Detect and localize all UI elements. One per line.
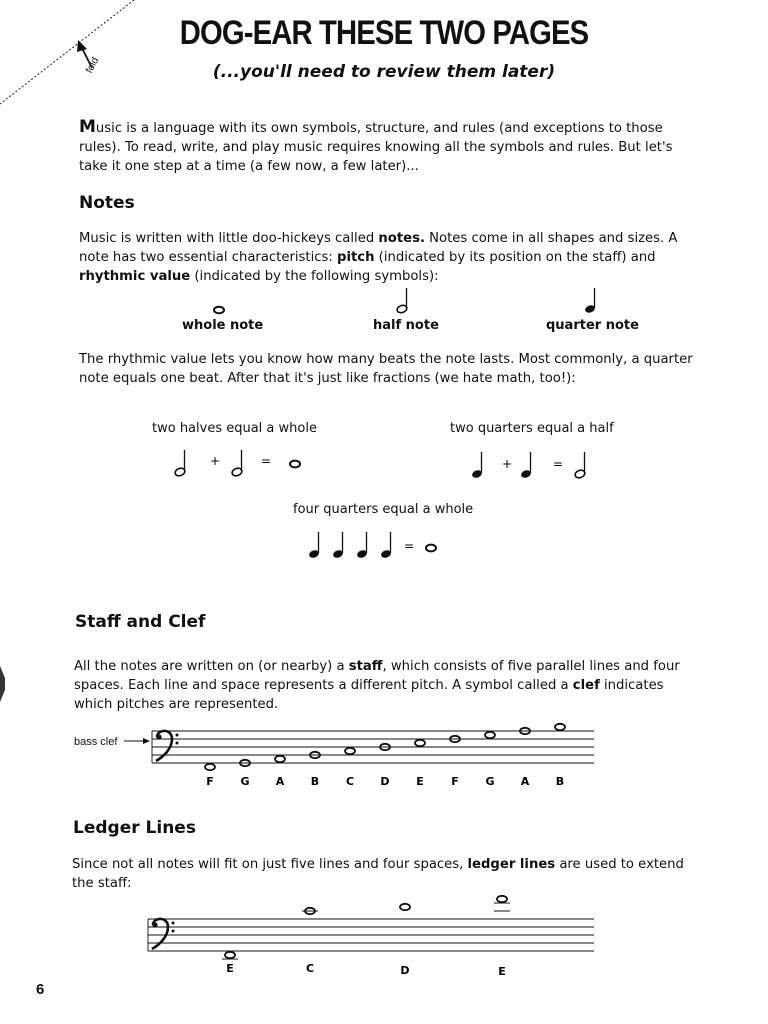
bass-clef-icon: [156, 731, 179, 761]
note-name: G: [485, 775, 495, 788]
clef-keyword: clef: [572, 678, 600, 693]
bass-clef-label: bass clef: [74, 736, 118, 748]
half-note-icon: [574, 452, 586, 479]
whole-note-icon: [426, 545, 436, 552]
intro-line-2: rules). To read, write, and play music requires knowing all the symbols and rules. But let's: [79, 140, 673, 155]
staff-text: indicates: [599, 678, 664, 693]
note-name: B: [555, 775, 565, 788]
notes-keyword: notes.: [378, 231, 425, 246]
half-note-icon: [231, 450, 243, 477]
staff-lines: [152, 731, 594, 763]
page-subtitle: (...you'll need to review them later): [212, 62, 556, 82]
quarter-note-icon: [471, 452, 483, 479]
quarter-note-icon: [520, 452, 532, 479]
fractions-figure: [0, 440, 768, 570]
staff-text: which pitches are represented.: [74, 697, 279, 712]
note-name: E: [498, 965, 506, 978]
whole-note-label: whole note: [182, 318, 264, 333]
staff-paragraph: [74, 657, 714, 714]
notes-text: Notes come in all shapes and sizes. A: [424, 231, 678, 246]
intro-line-3: take it one step at a time (a few now, a few later)...: [79, 159, 419, 174]
bass-clef-staff: [0, 720, 768, 800]
half-note-icon: [174, 450, 186, 477]
quarter-note-icon: [356, 532, 368, 559]
ledger-text: are used to extend: [555, 857, 684, 872]
equals-sign: =: [261, 454, 272, 468]
note-name: F: [206, 775, 214, 788]
ledger-keyword: ledger lines: [467, 857, 556, 872]
equals-sign: =: [404, 539, 415, 553]
page-title: DOG-EAR THESE TWO PAGES: [179, 14, 589, 52]
quarter-note-icon: [332, 532, 344, 559]
quarter-note-icon: [308, 532, 320, 559]
note-name-labels: [206, 775, 564, 788]
notes-text: (indicated by its position on the staff) and: [374, 250, 656, 265]
staff-keyword: staff: [348, 659, 383, 674]
note-name: D: [400, 964, 410, 977]
intro-paragraph: [79, 118, 719, 176]
intro-line-1: usic is a language with its own symbols, structure, and rules (and exceptions to those: [95, 121, 663, 136]
equals-sign: =: [553, 457, 564, 471]
notes-heading: Notes: [79, 193, 135, 213]
staff-lines: [148, 919, 594, 951]
rhythmic-value-keyword: rhythmic value: [79, 269, 191, 284]
note-name: C: [345, 775, 355, 788]
note-types-figure: [0, 280, 768, 320]
halves-caption: two halves equal a whole: [152, 421, 317, 436]
four-quarters-caption: four quarters equal a whole: [293, 502, 474, 517]
ledger-paragraph: [72, 855, 712, 893]
note-name: B: [310, 775, 320, 788]
intro-dropcap: M: [79, 117, 96, 137]
notes-text: Music is written with little doo-hickeys called: [79, 231, 379, 246]
fold-label: fold: [84, 55, 102, 76]
note-name: E: [416, 775, 424, 788]
half-note-label: half note: [373, 318, 439, 333]
ledger-text: the staff:: [72, 876, 132, 891]
note-name: A: [275, 775, 285, 788]
quarter-note-icon: [584, 288, 596, 314]
note-name: A: [520, 775, 530, 788]
bass-clef-icon: [152, 919, 175, 949]
note-name: F: [451, 775, 459, 788]
quarters-caption: two quarters equal a half: [450, 421, 614, 436]
rhythm-line-1: The rhythmic value lets you know how many beats the note lasts. Most commonly, a quarter: [79, 352, 693, 367]
whole-note-icon: [214, 307, 224, 314]
staff-text: spaces. Each line and space represents a different pitch. A symbol called a: [74, 678, 573, 693]
note-name: E: [226, 962, 234, 975]
notes-paragraph: [79, 229, 719, 286]
whole-note-icon: [290, 461, 300, 468]
ledger-staff: [0, 895, 768, 985]
plus-sign: +: [210, 454, 221, 468]
quarter-note-icon: [380, 532, 392, 559]
plus-sign: +: [502, 457, 513, 471]
ledger-note-labels: [226, 962, 506, 978]
notes-text: note has two essential characteristics:: [79, 250, 337, 265]
rhythm-paragraph: [79, 350, 719, 388]
ledger-lines-heading: Ledger Lines: [73, 818, 196, 838]
notes-text: (indicated by the following symbols):: [190, 269, 439, 284]
note-name: D: [380, 775, 390, 788]
bass-clef-arrow-icon: [124, 738, 150, 744]
staff-text: , which consists of five parallel lines and four: [382, 659, 680, 674]
binding-mark: [0, 664, 8, 704]
note-name: C: [305, 962, 315, 975]
staff-clef-heading: Staff and Clef: [75, 612, 206, 632]
quarter-note-label: quarter note: [546, 318, 639, 333]
note-name: G: [240, 775, 250, 788]
half-note-icon: [396, 288, 408, 314]
page-number: 6: [36, 981, 45, 998]
rhythm-line-2: note equals one beat. After that it's just like fractions (we hate math, too!):: [79, 371, 576, 386]
pitch-keyword: pitch: [337, 250, 375, 265]
staff-text: All the notes are written on (or nearby) a: [74, 659, 349, 674]
ledger-text: Since not all notes will fit on just five lines and four spaces,: [72, 857, 468, 872]
